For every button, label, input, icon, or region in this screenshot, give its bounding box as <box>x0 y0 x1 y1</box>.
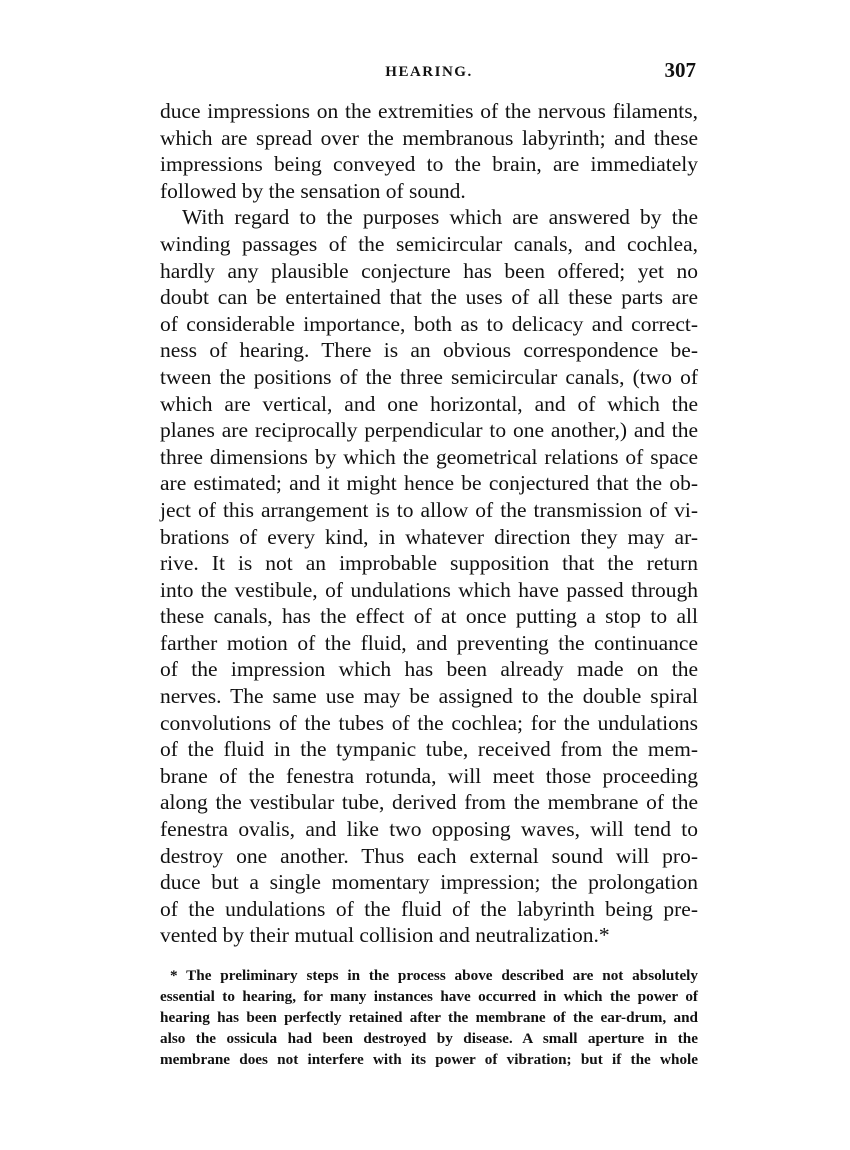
body-line: brane of the fenestra rotunda, will meet those proceeding <box>160 763 698 788</box>
body-line: impressions being conveyed to the brain, are immediately <box>160 152 698 177</box>
body-line: followed by the sensation of sound. <box>160 178 466 203</box>
footnote-line: also the ossicula had been destroyed by disease. A small aperture in the <box>160 1030 698 1047</box>
running-title: HEARING. <box>385 64 473 80</box>
body-line: nerves. The same use may be assigned to the double spiral <box>160 684 698 709</box>
footnote-line: membrane does not interfere with its power of vibration; but if the whole <box>160 1051 698 1068</box>
body-line: ject of this arrangement is to allow of the transmission of vi- <box>160 497 698 522</box>
body-line: planes are reciprocally perpendicular to one another,) and the <box>160 418 698 443</box>
body-line: are estimated; and it might hence be conjectured that the ob- <box>160 471 698 496</box>
body-line: which are vertical, and one horizontal, and of which the <box>160 391 698 416</box>
body-line: brations of every kind, in whatever direction they may ar- <box>160 524 698 549</box>
body-line: tween the positions of the three semicircular canals, (two of <box>160 364 698 389</box>
body-line: along the vestibular tube, derived from the membrane of the <box>160 790 698 815</box>
footnote-line: essential to hearing, for many instances have occurred in which the power of <box>160 988 698 1005</box>
running-head <box>160 58 698 88</box>
page-number: 307 <box>664 58 696 82</box>
body-line: winding passages of the semicircular canals, and cochlea, <box>160 231 698 256</box>
body-line: duce impressions on the extremities of the nervous filaments, <box>160 99 698 123</box>
body-line: hardly any plausible conjecture has been offered; yet no <box>160 258 698 283</box>
body-line: into the vestibule, of undulations which have passed through <box>160 577 698 602</box>
body-line: of the fluid in the tympanic tube, received from the mem- <box>160 737 698 762</box>
body-text <box>160 98 698 949</box>
footnote-line: * The preliminary steps in the process above described are not absolutely <box>170 967 698 984</box>
body-line: which are spread over the membranous labyrinth; and these <box>160 125 698 150</box>
body-line: farther motion of the fluid, and preventing the continuance <box>160 630 698 655</box>
body-line: rive. It is not an improbable supposition that the return <box>160 551 698 576</box>
body-line: duce but a single momentary impression; the prolongation <box>160 870 698 895</box>
body-line: of the impression which has been already made on the <box>160 657 698 682</box>
body-line: vented by their mutual collision and neutralization.* <box>160 923 610 948</box>
body-line: ness of hearing. There is an obvious correspondence be- <box>160 338 698 363</box>
body-line: three dimensions by which the geometrical relations of space <box>160 444 698 469</box>
body-line: fenestra ovalis, and like two opposing waves, will tend to <box>160 817 698 842</box>
body-line: of considerable importance, both as to delicacy and correct- <box>160 311 698 336</box>
body-line: convolutions of the tubes of the cochlea; for the undulations <box>160 710 698 735</box>
body-line: With regard to the purposes which are answered by the <box>182 205 698 230</box>
body-line: destroy one another. Thus each external sound will pro- <box>160 843 698 868</box>
footnote-line: hearing has been perfectly retained after the membrane of the ear-drum, and <box>160 1009 698 1026</box>
body-line: these canals, has the effect of at once putting a stop to all <box>160 604 698 629</box>
footnote <box>160 965 698 1070</box>
body-line: of the undulations of the fluid of the labyrinth being pre- <box>160 896 698 921</box>
body-line: doubt can be entertained that the uses of all these parts are <box>160 285 698 310</box>
